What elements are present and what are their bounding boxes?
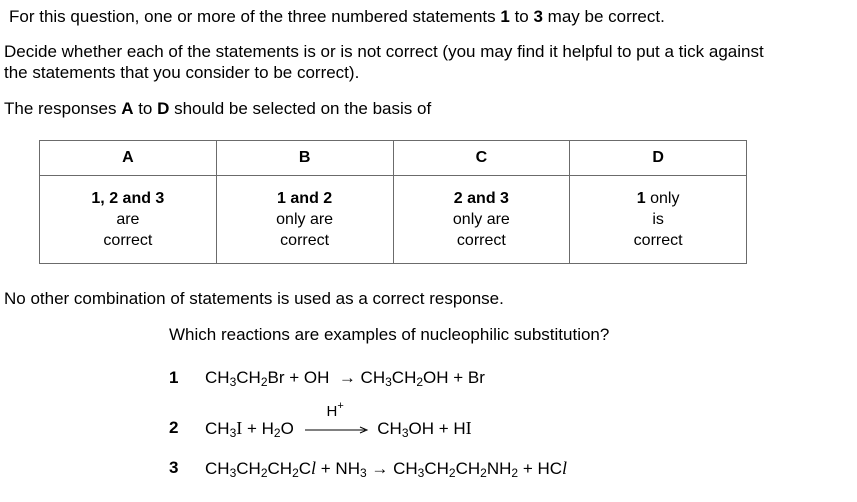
instruction-line-3: the statements that you consider to be correct). xyxy=(4,63,360,82)
instruction-line-2: Decide whether each of the statements is or is not correct (you may find it helpful to put a tick against xyxy=(4,42,764,61)
header-c: C xyxy=(393,141,570,176)
instruction-line-1: For this question, one or more of the three numbered statements 1 to 3 may be correct. xyxy=(9,7,665,26)
header-d: D xyxy=(570,141,747,176)
cell-d: 1 only is correct xyxy=(570,176,747,264)
table-row xyxy=(40,176,747,264)
table-header-row xyxy=(40,141,747,176)
catalyst-label: H+ xyxy=(326,400,344,420)
instruction-line-4: The responses A to D should be selected on the basis of xyxy=(4,99,432,118)
cell-a: 1, 2 and 3 are correct xyxy=(40,176,217,264)
question-text: Which reactions are examples of nucleophilic substitution? xyxy=(169,325,610,344)
note-line: No other combination of statements is used as a correct response. xyxy=(4,289,504,308)
statement-number-2: 2 xyxy=(169,418,179,437)
equation-2: $CH_3I + H_2O$ H+ $CH_3OH$ + HI xyxy=(205,400,472,440)
statement-number-3: 3 xyxy=(169,458,179,477)
reaction-arrow xyxy=(305,400,369,438)
equation-1: $CH_3CH_2Br$ + OH → $CH_3CH_2OH + Br$ xyxy=(205,368,485,389)
equation-3: $CH_3CH_2CH_2Cl + NH_3 \to CH_3CH_2CH_2NH_2$ + HCl xyxy=(205,458,568,480)
statement-number-1: 1 xyxy=(169,368,179,387)
response-key-table xyxy=(39,140,747,264)
header-a: A xyxy=(40,141,217,176)
cell-c: 2 and 3 only are correct xyxy=(393,176,570,264)
cell-b: 1 and 2 only are correct xyxy=(216,176,393,264)
header-b: B xyxy=(216,141,393,176)
